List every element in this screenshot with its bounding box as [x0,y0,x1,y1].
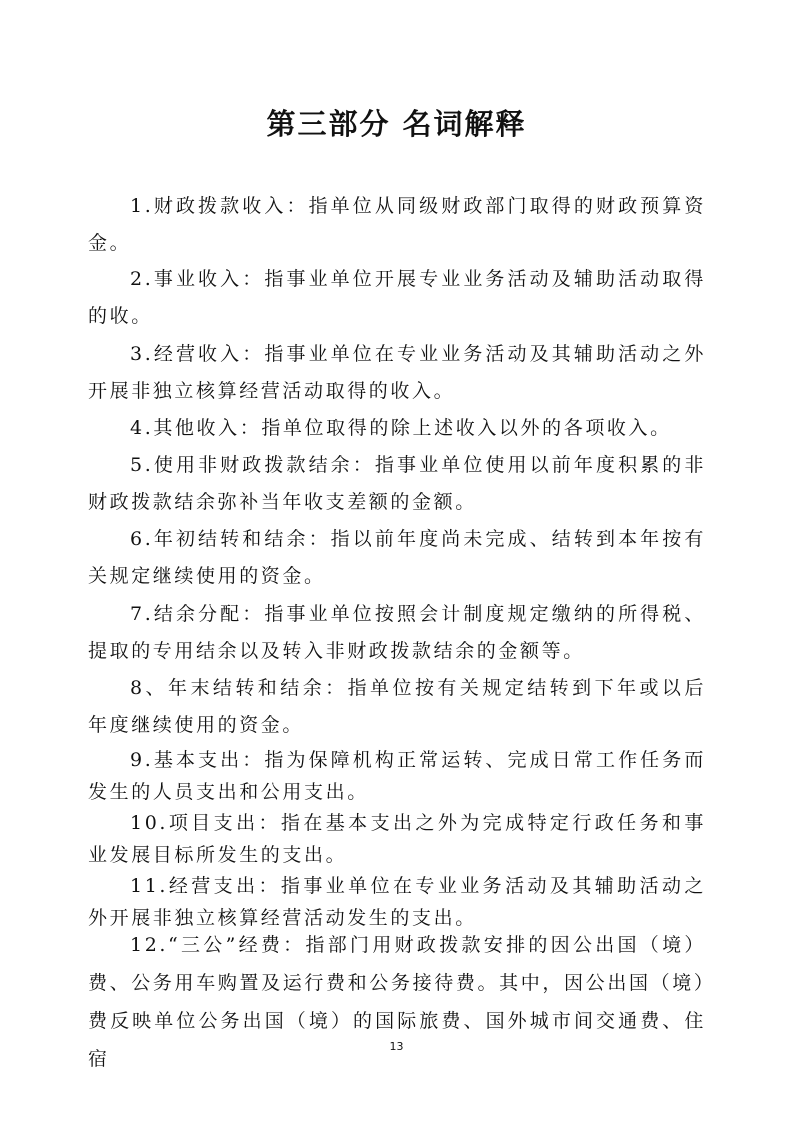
definition-9: 9.基本支出：指为保障机构正常运转、完成日常工作任务而发生的人员支出和公用支出。 [88,749,706,803]
page-number: 13 [389,1040,404,1053]
definition-3: 3.经营收入：指事业单位在专业业务活动及其辅助活动之外开展非独立核算经营活动取得的收入。 [88,343,706,402]
definition-7: 7.结余分配：指事业单位按照会计制度规定缴纳的所得税、提取的专用结余以及转入非财政拨款结余的金额等。 [88,603,706,662]
definition-6: 6.年初结转和结余：指以前年度尚未完成、结转到本年按有关规定继续使用的资金。 [88,528,706,587]
definition-11: 11.经营支出：指事业单位在专业业务活动及其辅助活动之外开展非独立核算经营活动发生的支出。 [88,875,706,929]
definition-4: 4.其他收入：指单位取得的除上述收入以外的各项收入。 [130,417,672,439]
page-title: 第三部分 名词解释 [266,107,527,141]
definition-1: 1.财政拨款收入：指单位从同级财政部门取得的财政预算资金。 [88,195,706,254]
definition-2: 2.事业收入：指事业单位开展专业业务活动及辅助活动取得的收。 [88,268,706,327]
definition-10: 10.项目支出：指在基本支出之外为完成特定行政任务和事业发展目标所发生的支出。 [88,812,706,866]
definition-5: 5.使用非财政拨款结余：指事业单位使用以前年度积累的非财政拨款结余弥补当年收支差额的金额。 [88,454,706,513]
definition-8: 8、年末结转和结余：指单位按有关规定结转到下年或以后年度继续使用的资金。 [88,677,706,736]
definition-12: 12.“三公”经费：指部门用财政拨款安排的因公出国（境）费、公务用车购置及运行费和公务接待费。其中，因公出国（境）费反映单位公务出国（境）的国际旅费、国外城市间交通费、住宿 [88,934,706,1070]
